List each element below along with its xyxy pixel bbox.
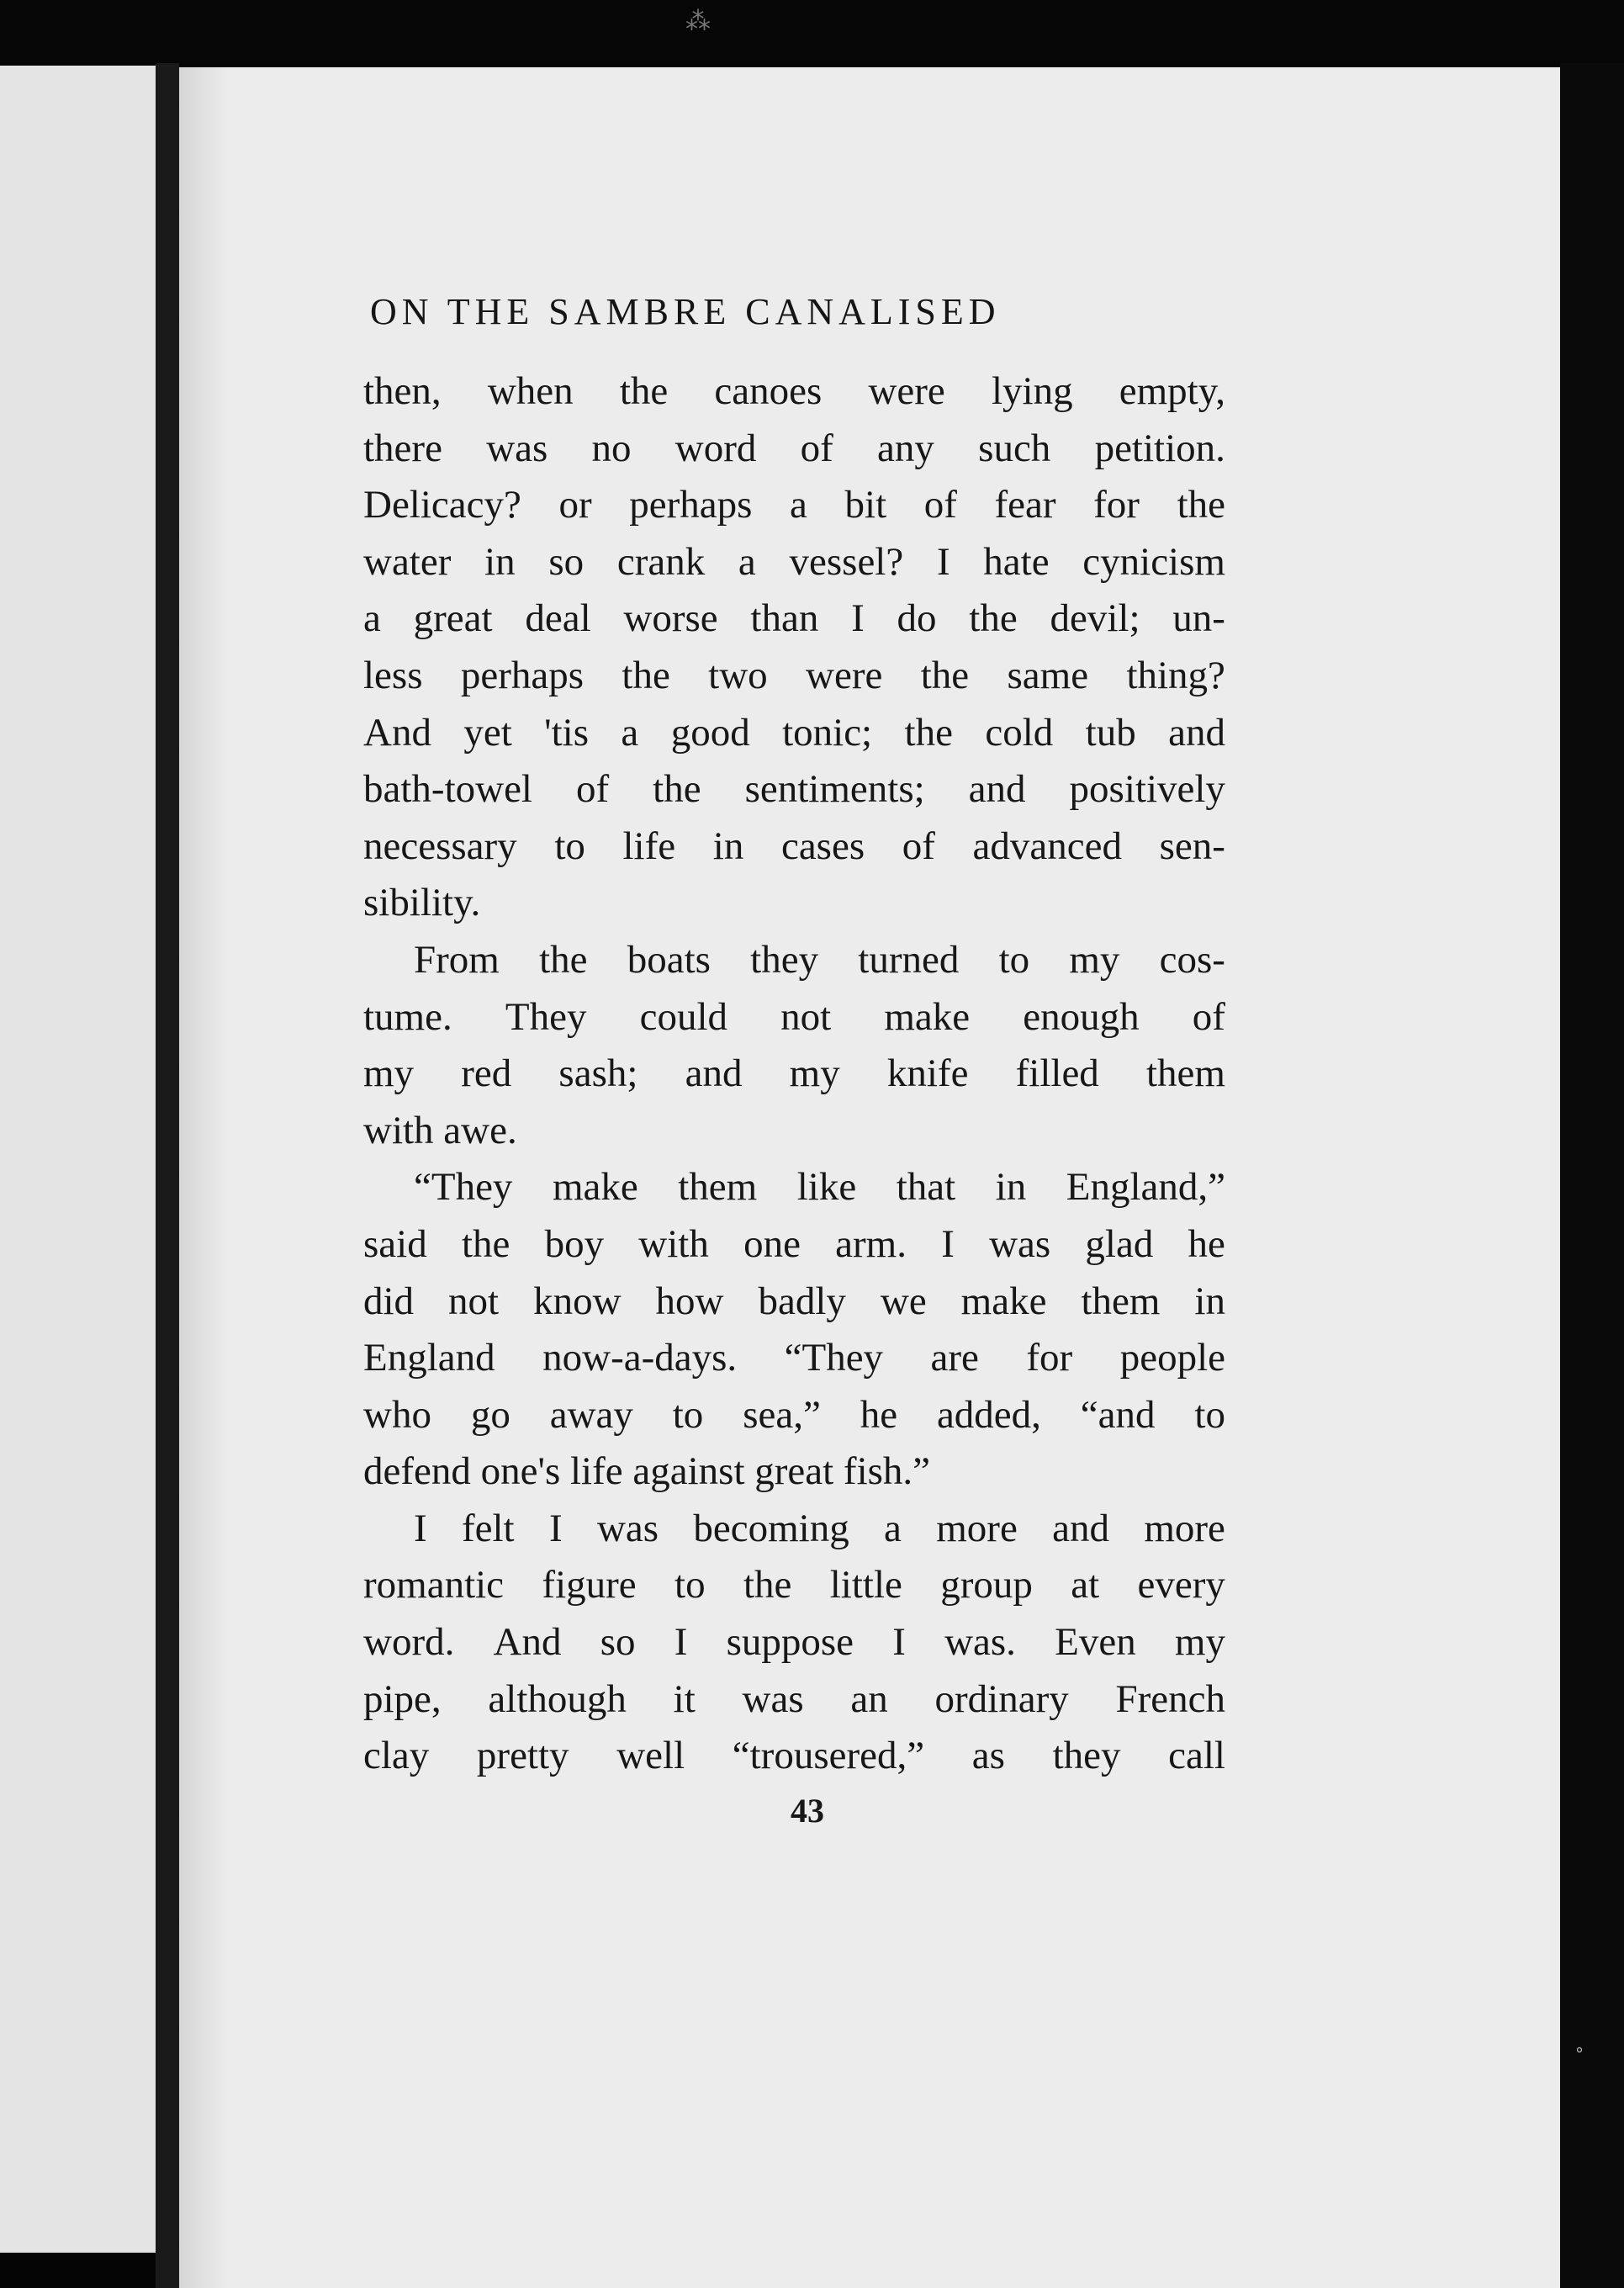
text-line: pipe, although it was an ordinary French: [363, 1676, 1225, 1721]
text-line: with awe.: [363, 1108, 517, 1152]
text-line: romantic figure to the little group at every: [363, 1563, 1225, 1607]
book-gutter: [156, 63, 179, 2288]
page-number: 43: [791, 1792, 824, 1830]
text-line: tume. They could not make enough of: [363, 994, 1225, 1039]
text-line: From the boats they turned to my cos-: [414, 937, 1225, 982]
previous-page-edge: [0, 66, 156, 2253]
text-line: England now-a-days. “They are for people: [363, 1336, 1225, 1380]
text-line: there was no word of any such petition.: [363, 426, 1225, 470]
text-line: defend one's life against great fish.”: [363, 1449, 931, 1494]
text-line: said the boy with one arm. I was glad he: [363, 1221, 1225, 1266]
text-line: did not know how badly we make them in: [363, 1279, 1225, 1323]
text-line: a great deal worse than I do the devil; un-: [363, 596, 1225, 641]
page-gutter-shadow: [179, 67, 230, 2288]
text-line: sibility.: [363, 881, 481, 925]
text-line: And yet 'tis a good tonic; the cold tub and: [363, 710, 1225, 755]
running-head: ON THE SAMBRE CANALISED: [370, 291, 1001, 332]
text-line: who go away to sea,” he added, “and to: [363, 1392, 1225, 1437]
text-line: my red sash; and my knife filled them: [363, 1051, 1225, 1096]
text-line: “They make them like that in England,”: [414, 1165, 1225, 1210]
text-line: less perhaps the two were the same thing?: [363, 653, 1225, 697]
text-line: I felt I was becoming a more and more: [414, 1506, 1225, 1550]
film-mark-icon: ⁂: [685, 7, 711, 36]
text-line: necessary to life in cases of advanced sen-: [363, 824, 1225, 868]
right-film-frame: [1560, 63, 1624, 2288]
text-line: then, when the canoes were lying empty,: [363, 369, 1225, 413]
body-text: [363, 363, 1225, 1785]
text-line: clay pretty well “trousered,” as they call: [363, 1734, 1225, 1778]
text-line: word. And so I suppose I was. Even my: [363, 1620, 1225, 1665]
top-film-band: [0, 0, 1624, 63]
text-line: water in so crank a vessel? I hate cynicism: [363, 539, 1225, 584]
text-line: Delicacy? or perhaps a bit of fear for the: [363, 483, 1225, 527]
film-speck-icon: °: [1575, 2044, 1584, 2064]
text-line: bath-towel of the sentiments; and positively: [363, 767, 1225, 812]
